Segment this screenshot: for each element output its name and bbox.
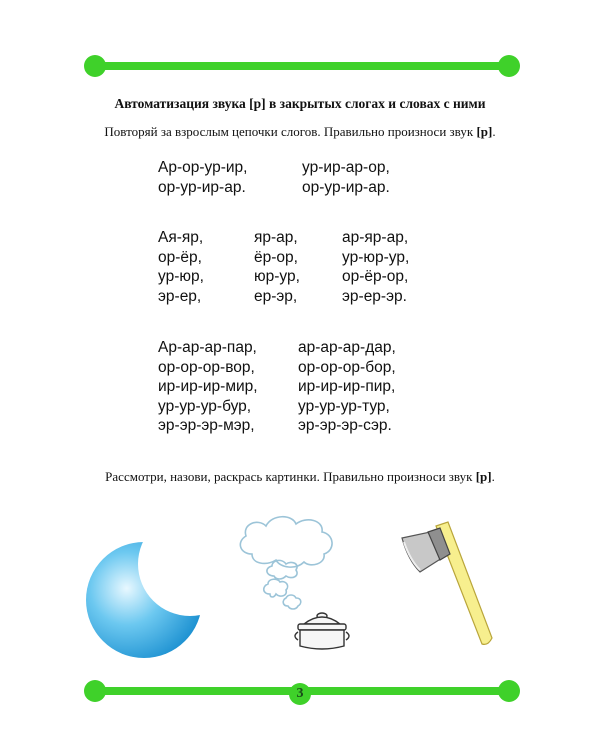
page-number: 3 <box>289 683 311 705</box>
steaming-pot-icon <box>222 512 372 657</box>
page-title: Автоматизация звука [р] в закрытых слогах и словах с ними <box>114 96 486 111</box>
instruction-repeat <box>0 124 600 140</box>
syllable-chain: ур-юр-ур, <box>342 248 410 266</box>
instruction-repeat-sound: [р] <box>476 124 493 139</box>
syllable-chain: ор-ёр-ор, <box>342 268 409 285</box>
instruction-color <box>0 469 600 485</box>
syllable-chain: ер-эр, <box>254 287 298 305</box>
instruction-repeat-text: Повторяй за взрослым цепочки слогов. Правильно произноси звук <box>104 124 477 139</box>
group2-col1 <box>158 228 204 306</box>
syllable-chain: ор-ор-ор-бор, <box>298 358 396 376</box>
syllable-chain: ур-юр, <box>158 268 204 285</box>
group2-col3 <box>342 228 409 306</box>
syllable-chain: ор-ур-ир-ар. <box>158 178 246 196</box>
bottom-bar-left-dot <box>84 680 106 702</box>
syllable-chain: ир-ир-ир-пир, <box>298 378 396 395</box>
syllable-chain: ур-ур-ур-бур, <box>158 397 252 415</box>
group3-col1 <box>158 338 258 436</box>
syllable-chain: ор-ёр, <box>158 248 202 266</box>
instruction-repeat-end: . <box>492 124 496 139</box>
syllable-chain: ор-ор-ор-вор, <box>158 358 255 376</box>
top-bar-right-dot <box>498 55 520 77</box>
top-bar-left-dot <box>84 55 106 77</box>
top-green-bar <box>88 62 516 70</box>
syllable-chain: ур-ур-ур-тур, <box>298 397 390 415</box>
group3-col2 <box>298 338 396 436</box>
syllable-chain: эр-эр-эр-сэр. <box>298 417 392 434</box>
instruction-color-end: . <box>491 469 495 484</box>
syllable-chain: Ар-ар-ар-пар, <box>158 339 257 356</box>
syllable-chain: ор-ур-ир-ар. <box>302 178 390 196</box>
axe-icon <box>392 520 502 650</box>
instruction-color-sound: [р] <box>475 469 492 484</box>
syllable-chain: эр-ер, <box>158 287 202 305</box>
syllable-chain: юр-ур, <box>254 268 300 285</box>
syllable-chain: эр-ер-эр. <box>342 287 407 305</box>
group1-col1 <box>158 158 247 197</box>
syllable-chain: ур-ир-ар-ор, <box>302 159 390 176</box>
syllable-chain: ир-ир-ир-мир, <box>158 378 258 395</box>
syllable-chain: ар-ар-ар-дар, <box>298 339 396 356</box>
syllable-chain: Ая-яр, <box>158 229 204 246</box>
syllable-chain: ёр-ор, <box>254 248 298 266</box>
group1-col2 <box>302 158 390 197</box>
instruction-color-text: Рассмотри, назови, раскрась картинки. Правильно произноси звук <box>105 469 476 484</box>
group2-col2 <box>254 228 300 306</box>
syllable-chain: яр-ар, <box>254 229 298 246</box>
syllable-chain: ар-яр-ар, <box>342 229 409 246</box>
bottom-bar-right-dot <box>498 680 520 702</box>
syllable-chain: эр-эр-эр-мэр, <box>158 417 255 434</box>
moon-icon <box>82 530 202 660</box>
syllable-chain: Ар-ор-ур-ир, <box>158 159 248 176</box>
